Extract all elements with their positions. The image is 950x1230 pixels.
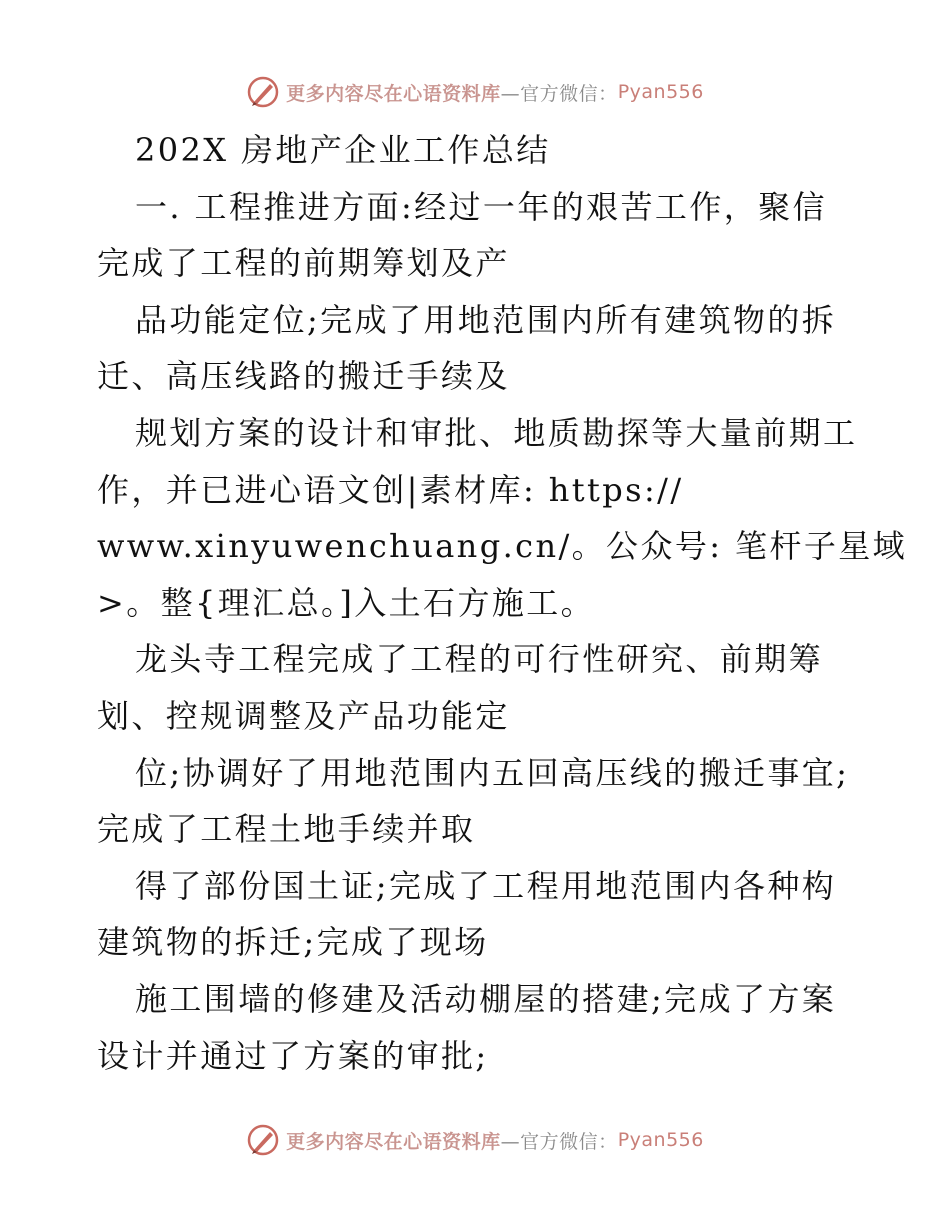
doc-line: 迁、高压线路的搬迁手续及 — [97, 357, 510, 396]
doc-line: 规划方案的设计和审批、地质勘探等大量前期工 — [135, 413, 858, 452]
pen-logo-icon — [246, 1123, 280, 1157]
doc-line: www.xinyuwenchuang.cn/。公众号: 笔杆子星域 — [97, 527, 908, 566]
watermark-brand: 更多内容尽在心语资料库 — [286, 1130, 501, 1153]
doc-line: 位;协调好了用地范围内五回高压线的搬迁事宜; — [135, 753, 850, 792]
pen-logo-icon — [246, 75, 280, 109]
doc-line: >。整{理汇总。]入土石方施工。 — [97, 583, 596, 622]
watermark-official: —官方微信： — [500, 82, 618, 105]
doc-line: 划、控规调整及产品功能定 — [97, 696, 510, 735]
watermark-account: Pyan556 — [617, 1129, 704, 1151]
watermark-account: Pyan556 — [617, 81, 704, 103]
doc-line: 施工围墙的修建及活动棚屋的搭建;完成了方案 — [135, 979, 837, 1018]
watermark-footer — [0, 1120, 950, 1160]
doc-line: 完成了工程的前期筹划及产 — [97, 244, 510, 283]
watermark-official: —官方微信： — [500, 1130, 618, 1153]
watermark-brand: 更多内容尽在心语资料库 — [286, 82, 501, 105]
doc-line: 作，并已进心语文创|素材库: https:// — [97, 470, 684, 509]
doc-line: 一. 工程推进方面:经过一年的艰苦工作，聚信 — [135, 187, 827, 226]
doc-line: 品功能定位;完成了用地范围内所有建筑物的拆 — [135, 300, 837, 339]
doc-line: 建筑物的拆迁;完成了现场 — [97, 923, 489, 962]
doc-title: 202X 房地产企业工作总结 — [135, 131, 551, 169]
doc-line: 完成了工程土地手续并取 — [97, 810, 476, 849]
doc-line: 得了部份国土证;完成了工程用地范围内各种构 — [135, 866, 837, 905]
watermark-header — [0, 72, 950, 112]
document-body — [97, 122, 908, 1084]
doc-line: 设计并通过了方案的审批; — [97, 1036, 489, 1075]
doc-line: 龙头寺工程完成了工程的可行性研究、前期筹 — [135, 640, 824, 679]
